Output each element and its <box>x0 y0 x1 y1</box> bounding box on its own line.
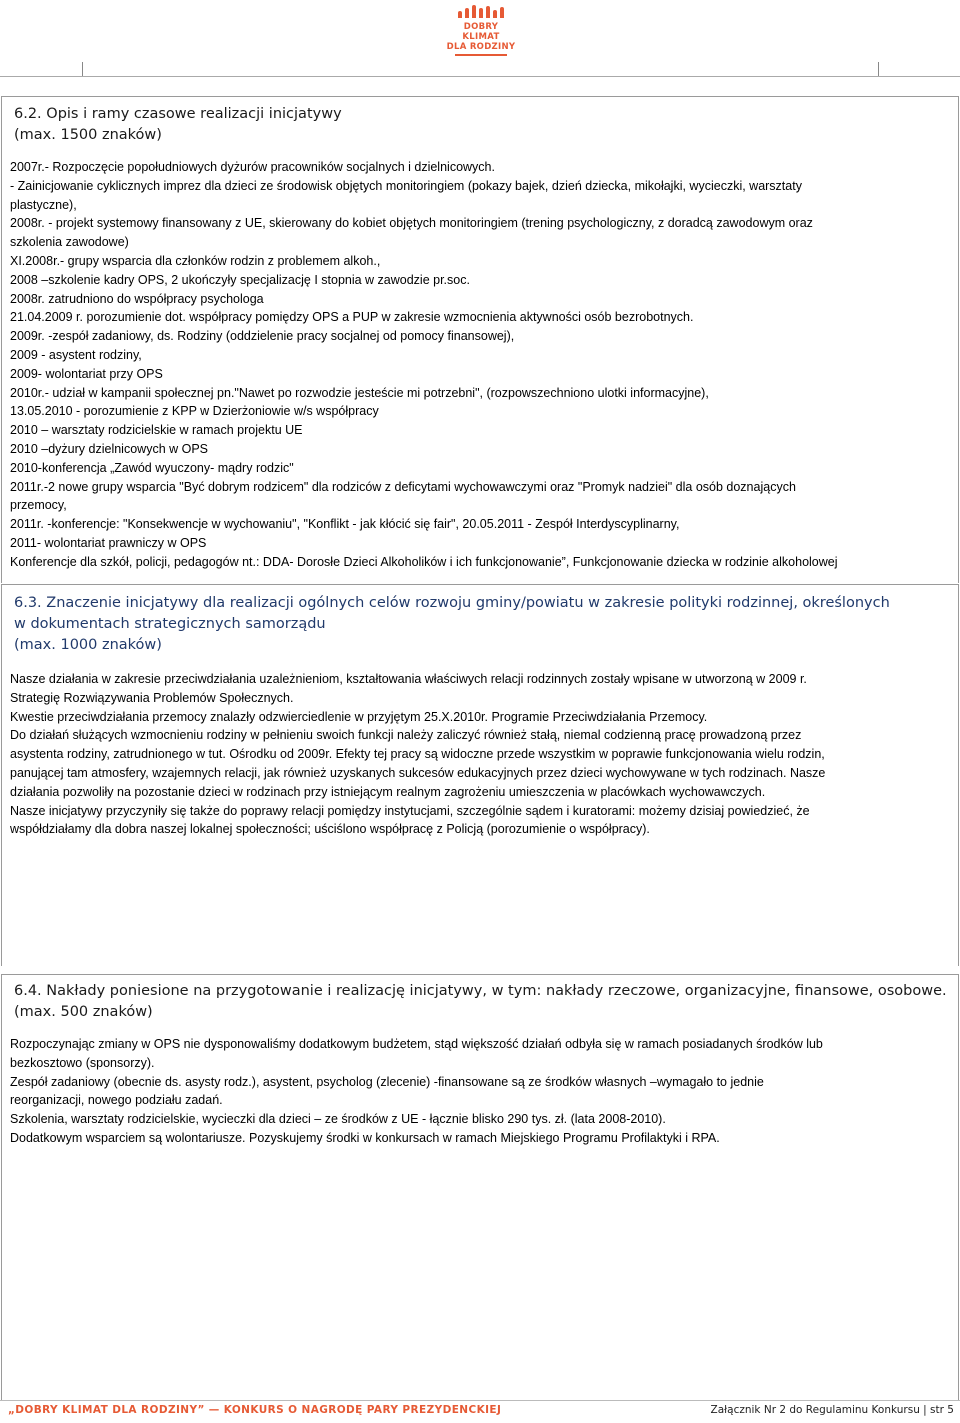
text-line: 2009 - asystent rodziny, <box>10 347 142 362</box>
section-6-2-header <box>2 97 958 146</box>
text-line: przemocy, <box>10 498 67 513</box>
text-line: 2008r. zatrudniono do współpracy psychologa <box>10 291 264 306</box>
text-line: działania pozwoliły na pozostanie dzieci w rodzinach przy istniejącym realnym zagrożeniu umieszczenia w placówkach wychowawczych. <box>10 784 766 799</box>
text-line: Strategię Rozwiązywania Problemów Społecznych. <box>10 690 294 705</box>
section-6-4-body <box>2 1035 958 1148</box>
section-6-3-limit: (max. 1000 znaków) <box>14 637 162 653</box>
logo <box>446 4 516 56</box>
section-6-4 <box>1 974 959 1400</box>
text-line: 2011- wolontariat prawniczy w OPS <box>10 535 207 550</box>
text-line: 2010 –dyżury dzielnicowych w OPS <box>10 441 209 456</box>
text-line: 2007r.- Rozpoczęcie popołudniowych dyżurów pracowników socjalnych i dzielnicowych. <box>10 160 495 174</box>
text-line: Nasze działania w zakresie przeciwdziałania uzależnieniom, kształtowania właściwych relacji rodzinnych zostały wpisane w utworzoną w 2009 r. <box>10 672 807 686</box>
section-6-2 <box>1 96 959 583</box>
text-line: 2010 – warsztaty rodzicielskie w ramach projektu UE <box>10 423 303 438</box>
text-line: 2011r. -konferencje: "Konsekwencje w wychowaniu", "Konflikt - jak kłócić się fair", 20.05.2011 - Zespół Interdyscyplinarny, <box>10 517 680 532</box>
text-line: 2009r. -zespół zadaniowy, ds. Rodziny (oddzielenie pracy socjalnej od pomocy finansowej), <box>10 329 515 344</box>
text-line: asystenta rodziny, zatrudnionego w tut. Ośrodku od 2009r. Efekty tej pracy są widoczne przede wszystkim w poprawie funkcjonowania wielu rodzin, <box>10 747 825 762</box>
section-6-4-title: 6.4. Nakłady poniesione na przygotowanie i realizację inicjatywy, w tym: nakłady rzeczowe, organizacyjne, finansowe, osobowe. <box>14 983 947 999</box>
footer-divider <box>0 1400 960 1401</box>
text-line: plastyczne), <box>10 197 77 212</box>
footer-page-info: Załącznik Nr 2 do Regulaminu Konkursu | str 5 <box>710 1404 954 1416</box>
text-line: bezkosztowo (sponsorzy). <box>10 1055 155 1070</box>
logo-underline <box>455 54 507 56</box>
section-6-3-header <box>2 585 958 656</box>
text-line: XI.2008r.- grupy wsparcia dla członków rodzin z problemem alkoh., <box>10 253 381 268</box>
text-line: Do działań służących wzmocnieniu rodziny w pełnieniu swoich funkcji należy zaliczyć również stałą, niemal codzienną pracę prowadzoną przez <box>10 728 802 743</box>
text-line: reorganizacji, nowego podziału zadań. <box>10 1093 223 1108</box>
text-line: współdziałamy dla dobra naszej lokalnej społeczności; uściślono współpracę z Policją (porozumienie o współpracy). <box>10 822 650 837</box>
logo-figures-icon <box>446 4 516 18</box>
text-line: Dodatkowym wsparciem są wolontariusze. Pozyskujemy środki w konkursach w ramach Miejskiego Programu Profilaktyki i RPA. <box>10 1130 720 1145</box>
header-divider <box>0 76 960 77</box>
text-line: Kwestie przeciwdziałania przemocy znalazły odzwierciedlenie w przyjętym 25.X.2010r. Programie Przeciwdziałania Przemocy. <box>10 709 708 724</box>
section-6-4-limit: (max. 500 znaków) <box>14 1004 153 1020</box>
section-6-4-header <box>2 975 958 1023</box>
text-line: Konferencje dla szkół, policji, pedagogów nt.: DDA- Dorosłe Dzieci Alkoholików i ich funkcjonowanie”, Funkcjonowanie dziecka w rodzinie alkoholowej <box>10 554 838 569</box>
text-line: Zespół zadaniowy (obecnie ds. asysty rodz.), asystent, psycholog (zlecenie) -finansowane są ze środków własnych –wymagało to jednie <box>10 1074 764 1089</box>
text-line: 2008 –szkolenie kadry OPS, 2 ukończyły specjalizację I stopnia w zawodzie pr.soc. <box>10 272 470 287</box>
text-line: panującej tam atmosfery, wzajemnych relacji, jak również uzyskanych sukcesów edukacyjnych przez dzieci wychowywane w tych rodzinach. Nasze <box>10 765 826 780</box>
section-6-3-title-2: w dokumentach strategicznych samorządu <box>14 616 326 632</box>
text-line: 2008r. - projekt systemowy finansowany z UE, skierowany do kobiet objętych monitoringiem (trening psychologiczny, z doradcą zawodowym oraz <box>10 216 813 231</box>
text-line: Szkolenia, warsztaty rodzicielskie, wycieczki dla dzieci – ze środków z UE - łącznie blisko 290 tys. zł. (lata 2008-2010). <box>10 1112 666 1127</box>
section-6-2-title: 6.2. Opis i ramy czasowe realizacji inicjatywy <box>14 106 342 122</box>
text-line: 2009- wolontariat przy OPS <box>10 366 163 381</box>
header-tick-left <box>82 62 83 76</box>
text-line: 2010r.- udział w kampanii społecznej pn."Nawet po rozwodzie jesteście mi potrzebni", (rozpowszechniono ulotki informacyjne), <box>10 385 709 400</box>
section-6-3-body <box>2 670 958 839</box>
logo-line-1: DOBRY KLIMAT <box>462 22 500 42</box>
text-line: 2011r.-2 nowe grupy wsparcia "Być dobrym rodzicem" dla rodziców z deficytami wychowawczymi oraz "Promyk nadziei" dla osób doznających <box>10 479 796 494</box>
text-line: Nasze inicjatywy przyczyniły się także do poprawy relacji pomiędzy instytucjami, szczególnie sądem i kuratorami: możemy dzisiaj powiedzieć, że <box>10 803 810 818</box>
section-6-3-title-1: 6.3. Znaczenie inicjatywy dla realizacji ogólnych celów rozwoju gminy/powiatu w zakresie polityki rodzinnej, określonych <box>14 595 890 611</box>
text-line: 21.04.2009 r. porozumienie dot. współpracy pomiędzy OPS a PUP w zakresie wzmocnienia aktywności osób bezrobotnych. <box>10 310 694 325</box>
text-line: - Zainicjowanie cyklicznych imprez dla dzieci ze środowisk objętych monitoringiem (pokazy bajek, dzień dziecka, mikołajki, wycieczki, warsztaty <box>10 178 802 193</box>
section-6-2-limit: (max. 1500 znaków) <box>14 127 162 143</box>
text-line: 13.05.2010 - porozumienie z KPP w Dzierżoniowie w/s współpracy <box>10 404 379 419</box>
section-6-3 <box>1 584 959 966</box>
section-6-2-body <box>2 158 958 572</box>
text-line: Rozpoczynając zmiany w OPS nie dysponowaliśmy dodatkowym budżetem, stąd większość działań odbyła się w ramach posiadanych środków lub <box>10 1037 823 1051</box>
text-line: szkolenia zawodowe) <box>10 235 129 250</box>
logo-line-2: DLA RODZINY <box>446 42 516 52</box>
header-tick-right <box>878 62 879 76</box>
text-line: 2010-konferencja „Zawód wyuczony- mądry rodzic" <box>10 460 294 475</box>
footer-campaign-title: „DOBRY KLIMAT DLA RODZINY” — KONKURS O NAGRODĘ PARY PREZYDENCKIEJ <box>8 1404 502 1416</box>
